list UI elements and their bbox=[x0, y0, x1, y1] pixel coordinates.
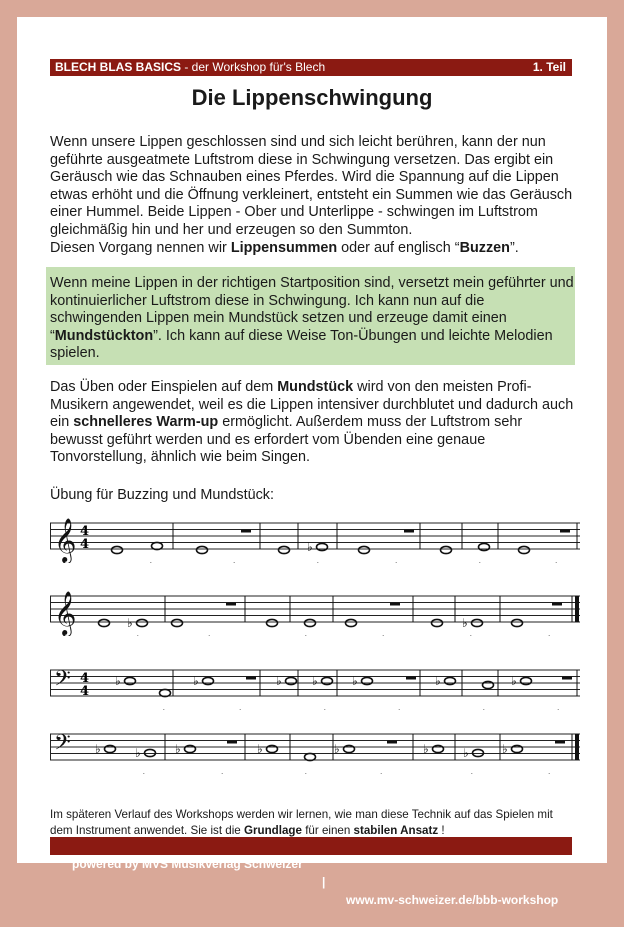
whole-note bbox=[483, 681, 494, 688]
mouthpiece-paragraph: Das Üben oder Einspielen auf dem Mundstück wird von den meisten Profi-Musikern angewendet, weil es die Lippen intensiver durchblutet und dadurch auch ein schnelleres Warm-up ermöglicht. Außerdem muss der Luftstrom sehr bewusst geführt werden und es erfordert vom Übenden eine genaue Tonvorstellung, ähnlich wie beim Singen. bbox=[50, 379, 574, 466]
whole-note bbox=[512, 745, 523, 752]
flat-icon: ♭ bbox=[423, 742, 429, 756]
whole-rest bbox=[555, 741, 565, 744]
closing-paragraph: Im späteren Verlauf des Workshops werden wir lernen, wie man diese Technik auf das Spielen mit dem Instrument anwendet. Sie ist die Grundlage für einen stabilen Ansatz ! bbox=[50, 807, 553, 837]
whole-note bbox=[137, 619, 148, 626]
whole-rest bbox=[560, 530, 570, 533]
footer-credit: powered by MVS Musikverlag Schweizer bbox=[72, 857, 303, 871]
flat-icon: ♭ bbox=[334, 742, 340, 756]
whole-note bbox=[441, 546, 452, 553]
whole-note bbox=[105, 745, 116, 752]
flat-icon: ♭ bbox=[135, 746, 141, 760]
whole-note bbox=[433, 745, 444, 752]
time-signature-bottom: 4 bbox=[80, 684, 90, 699]
part-label: 1. Teil bbox=[532, 60, 566, 74]
whole-note bbox=[112, 546, 123, 553]
final-barline bbox=[575, 734, 579, 760]
treble-clef-icon: 𝄞 bbox=[54, 518, 77, 562]
flat-icon: ♭ bbox=[502, 742, 508, 756]
flat-icon: ♭ bbox=[257, 742, 263, 756]
flat-icon: ♭ bbox=[352, 674, 358, 688]
whole-note bbox=[521, 677, 532, 684]
music-staff-2 bbox=[50, 586, 582, 636]
whole-note bbox=[479, 543, 490, 550]
whole-note bbox=[203, 677, 214, 684]
whole-rest bbox=[552, 603, 562, 606]
page-title: Die Lippenschwingung bbox=[191, 85, 433, 110]
whole-note bbox=[286, 677, 297, 684]
flat-icon: ♭ bbox=[276, 674, 282, 688]
exercise-label: Übung für Buzzing und Mundstück: bbox=[50, 487, 274, 503]
flat-icon: ♭ bbox=[193, 674, 199, 688]
bass-clef-icon: 𝄢 bbox=[54, 666, 71, 697]
flat-icon: ♭ bbox=[127, 616, 133, 630]
time-signature-top: 4 bbox=[80, 524, 90, 539]
flat-icon: ♭ bbox=[435, 674, 441, 688]
whole-note bbox=[432, 619, 443, 626]
final-barline bbox=[575, 596, 579, 622]
whole-note bbox=[445, 677, 456, 684]
whole-note bbox=[359, 546, 370, 553]
series-title: BLECH BLAS BASICS - der Workshop für's Blech bbox=[55, 60, 326, 74]
whole-note bbox=[305, 619, 316, 626]
whole-note bbox=[322, 677, 333, 684]
flat-icon: ♭ bbox=[462, 616, 468, 630]
flat-icon: ♭ bbox=[511, 674, 517, 688]
whole-note bbox=[512, 619, 523, 626]
bass-clef-icon: 𝄢 bbox=[54, 730, 71, 761]
whole-note bbox=[317, 543, 328, 550]
whole-note bbox=[519, 546, 530, 553]
flat-icon: ♭ bbox=[115, 674, 121, 688]
header-bar bbox=[50, 59, 572, 76]
whole-note bbox=[472, 619, 483, 626]
highlight-paragraph: Wenn meine Lippen in der richtigen Startposition sind, versetzt mein geführter und kontinuierlicher Luftstrom diese in Schwingung. Ich kann nun auf die schwingenden Lippen mein Mundstück setzen und erzeuge damit einen “Mundstückton”. Ich kann auf diese Weise Ton-Übungen und leichte Melodien spielen. bbox=[50, 275, 574, 362]
treble-clef-icon: 𝄞 bbox=[54, 591, 77, 635]
whole-rest bbox=[226, 603, 236, 606]
whole-rest bbox=[390, 603, 400, 606]
whole-note bbox=[125, 677, 136, 684]
whole-note bbox=[197, 546, 208, 553]
whole-note bbox=[346, 619, 357, 626]
whole-note bbox=[279, 546, 290, 553]
document-page bbox=[17, 17, 607, 907]
whole-rest bbox=[562, 677, 572, 680]
intro-paragraph: Wenn unsere Lippen geschlossen sind und sich leicht berühren, kann der nun geführte ausgeatmete Luftstrom diese in Schwingung versetzen. Das ergibt ein Geräusch wie das Schnauben eines Pferdes. Wird die Spannung auf die Lippen etwas erhöht und die Öffnung verkleinert, entsteht ein Summen wie das Geräusch einer Hummel. Beide Lippen - Ober und Unterlippe - schwingen im Luftstrom gleichmäßig hin und her und erzeugen so den Summton. Diesen Vorgang nennen wir Lippensummen oder auf englisch “Buzzen”. bbox=[50, 134, 573, 256]
whole-note bbox=[267, 745, 278, 752]
footer-bar bbox=[50, 837, 572, 907]
whole-note bbox=[172, 619, 183, 626]
whole-note bbox=[99, 619, 110, 626]
time-signature-bottom: 4 bbox=[80, 537, 90, 552]
footer-separator: | bbox=[322, 875, 326, 889]
whole-rest bbox=[406, 677, 416, 680]
flat-icon: ♭ bbox=[175, 742, 181, 756]
flat-icon: ♭ bbox=[307, 540, 313, 554]
whole-rest bbox=[241, 530, 251, 533]
music-staff-4 bbox=[50, 724, 582, 774]
time-signature-top: 4 bbox=[80, 671, 90, 686]
music-staff-1 bbox=[50, 513, 582, 563]
whole-rest bbox=[404, 530, 414, 533]
whole-rest bbox=[227, 741, 237, 744]
whole-rest bbox=[246, 677, 256, 680]
footer-url[interactable]: www.mv-schweizer.de/bbb-workshop bbox=[346, 893, 559, 907]
whole-note bbox=[185, 745, 196, 752]
whole-note bbox=[362, 677, 373, 684]
music-staff-3 bbox=[50, 660, 582, 710]
flat-icon: ♭ bbox=[95, 742, 101, 756]
whole-note bbox=[267, 619, 278, 626]
flat-icon: ♭ bbox=[312, 674, 318, 688]
flat-icon: ♭ bbox=[463, 746, 469, 760]
whole-rest bbox=[387, 741, 397, 744]
whole-note bbox=[344, 745, 355, 752]
